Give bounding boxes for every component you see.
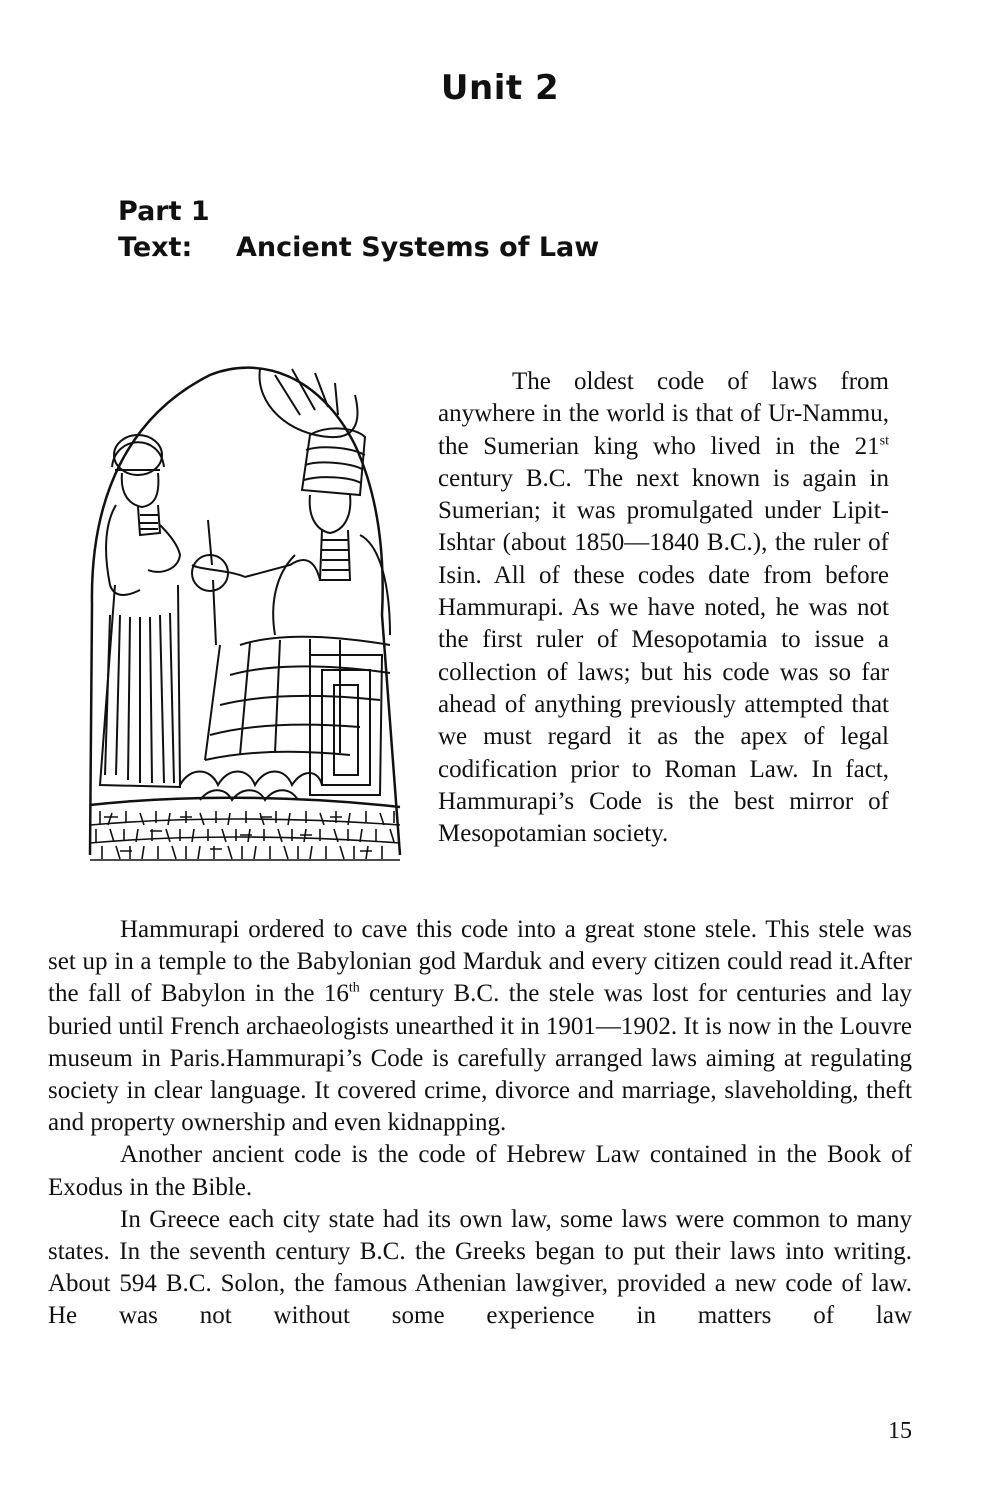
paragraph-hebrew-law: Another ancient code is the code of Hebrew Law contained in the Book of Exodus in the Bible. xyxy=(48,1141,912,1201)
side-paragraph-part-b: century B.C. The next known is again in Sumerian; it was promulgated under Lipit-Ishtar (about 1850—1840 B.C.), the ruler of Isin. All of these codes date from before Hammurapi. As we have noted, he was not the first ruler of Mesopotamia to issue a collection of laws; but his code was so far ahead of anything previously attempted that we must regard it as the apex of legal codification prior to Roman Law. In fact, Hammurapi’s Code is the best mirror of Mesopotamian society. xyxy=(438,464,889,848)
paragraph-greece: In Greece each city state had its own law, some laws were common to many states. In the seventh century B.C. the Greeks began to put their laws into writing. About 594 B.C. Solon, the famous Athenian lawgiver, provided a new code of law. He was not without some experience in matters of law xyxy=(48,1205,912,1330)
part-heading: Part 1 xyxy=(118,196,210,227)
body-text xyxy=(48,914,912,1333)
side-paragraph xyxy=(438,366,889,850)
page-number: 15 xyxy=(888,1418,912,1444)
side-paragraph-part-a: The oldest code of laws from anywhere in the world is that of Ur-Nammu, the Sumerian king who lived in the 21 xyxy=(438,368,889,460)
text-heading-title: Ancient Systems of Law xyxy=(236,232,600,263)
paragraph-stele xyxy=(48,914,912,1139)
text-heading xyxy=(118,230,599,266)
paragraph-stele-part-b: century B.C. the stele was lost for centuries and lay buried until French archaeologists unearthed it in 1901—1902. It is now in the Louvre museum in Paris.Hammurapi’s Code is carefully arranged laws aiming at regulating society in clear language. It covered crime, divorce and marriage, slaveholding, theft and property ownership and even kidnapping. xyxy=(48,980,912,1137)
superscript-th: th xyxy=(348,981,360,997)
hammurabi-stele-illustration xyxy=(60,355,410,865)
unit-title: Unit 2 xyxy=(440,68,560,108)
paragraph-stele-part-a: Hammurapi ordered to cave this code into a great stone stele. This stele was set up in a temple to the Babylonian god Marduk and every citizen could read it.After the fall of Babylon in the 16 xyxy=(48,916,912,1008)
superscript-st: st xyxy=(879,433,889,449)
text-heading-label: Text: xyxy=(118,232,193,263)
